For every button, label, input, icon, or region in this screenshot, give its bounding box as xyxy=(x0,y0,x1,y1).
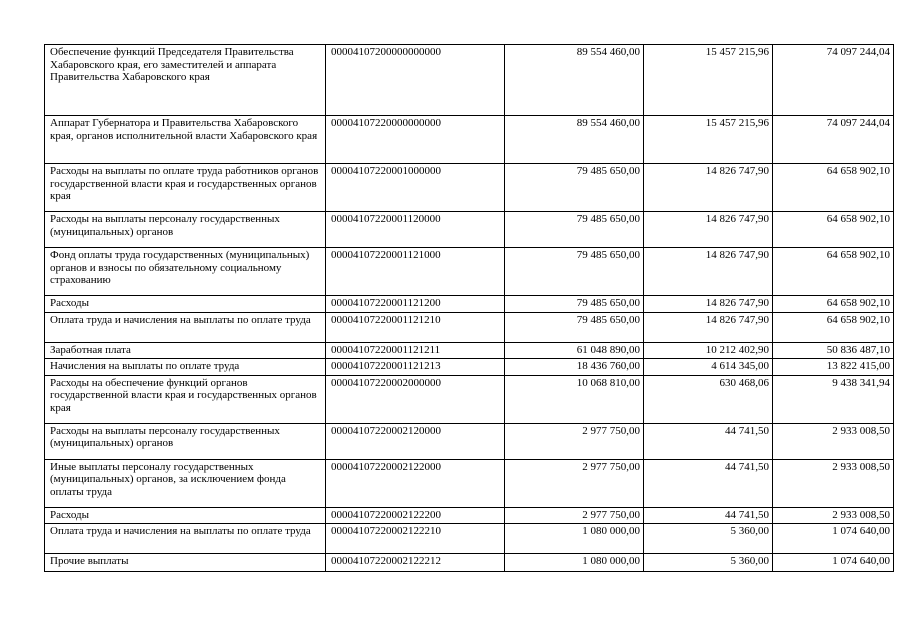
table-row xyxy=(45,248,894,296)
row-amount-approved-cell: 18 436 760,00 xyxy=(505,359,644,376)
row-amount-approved-cell: 61 048 890,00 xyxy=(505,342,644,359)
row-amount-approved-cell: 1 080 000,00 xyxy=(505,554,644,572)
row-amount-approved-cell: 89 554 460,00 xyxy=(505,45,644,116)
row-amount-remaining-cell: 64 658 902,10 xyxy=(773,248,894,296)
row-amount-approved-cell: 10 068 810,00 xyxy=(505,375,644,423)
row-amount-approved-cell: 79 485 650,00 xyxy=(505,248,644,296)
row-amount-remaining-cell: 9 438 341,94 xyxy=(773,375,894,423)
row-amount-executed-cell: 630 468,06 xyxy=(644,375,773,423)
row-name-cell: Фонд оплаты труда государственных (муниципальных) органов и взносы по обязательному социальному страхованию xyxy=(45,248,326,296)
row-name-cell: Иные выплаты персоналу государственных (муниципальных) органов, за исключением фонда оплаты труда xyxy=(45,459,326,507)
row-amount-executed-cell: 4 614 345,00 xyxy=(644,359,773,376)
row-amount-executed-cell: 5 360,00 xyxy=(644,524,773,554)
row-code-cell: 00004107220002000000 xyxy=(326,375,505,423)
row-amount-executed-cell: 10 212 402,90 xyxy=(644,342,773,359)
row-amount-approved-cell: 2 977 750,00 xyxy=(505,423,644,459)
row-amount-approved-cell: 79 485 650,00 xyxy=(505,164,644,212)
row-amount-remaining-cell: 64 658 902,10 xyxy=(773,164,894,212)
row-code-cell: 00004107200000000000 xyxy=(326,45,505,116)
row-amount-approved-cell: 79 485 650,00 xyxy=(505,296,644,313)
row-name-cell: Оплата труда и начисления на выплаты по оплате труда xyxy=(45,312,326,342)
row-amount-executed-cell: 44 741,50 xyxy=(644,459,773,507)
table-row xyxy=(45,524,894,554)
row-name-cell: Расходы на выплаты персоналу государственных (муниципальных) органов xyxy=(45,423,326,459)
row-amount-executed-cell: 44 741,50 xyxy=(644,507,773,524)
row-amount-remaining-cell: 74 097 244,04 xyxy=(773,45,894,116)
row-amount-approved-cell: 79 485 650,00 xyxy=(505,312,644,342)
row-name-cell: Обеспечение функций Председателя Правительства Хабаровского края, его заместителей и аппарата Правительства Хабаровского края xyxy=(45,45,326,116)
row-amount-remaining-cell: 1 074 640,00 xyxy=(773,524,894,554)
row-code-cell: 00004107220001121211 xyxy=(326,342,505,359)
row-name-cell: Расходы xyxy=(45,296,326,313)
row-code-cell: 00004107220001121000 xyxy=(326,248,505,296)
row-code-cell: 00004107220001120000 xyxy=(326,212,505,248)
table-row xyxy=(45,375,894,423)
table-row xyxy=(45,45,894,116)
row-code-cell: 00004107220002122210 xyxy=(326,524,505,554)
row-amount-remaining-cell: 13 822 415,00 xyxy=(773,359,894,376)
row-amount-executed-cell: 15 457 215,96 xyxy=(644,116,773,164)
row-code-cell: 00004107220002122200 xyxy=(326,507,505,524)
row-amount-approved-cell: 2 977 750,00 xyxy=(505,459,644,507)
row-amount-executed-cell: 44 741,50 xyxy=(644,423,773,459)
row-name-cell: Расходы xyxy=(45,507,326,524)
row-amount-executed-cell: 14 826 747,90 xyxy=(644,164,773,212)
row-code-cell: 00004107220001000000 xyxy=(326,164,505,212)
row-amount-approved-cell: 89 554 460,00 xyxy=(505,116,644,164)
row-code-cell: 00004107220002122000 xyxy=(326,459,505,507)
row-amount-executed-cell: 14 826 747,90 xyxy=(644,312,773,342)
row-amount-approved-cell: 1 080 000,00 xyxy=(505,524,644,554)
row-amount-remaining-cell: 2 933 008,50 xyxy=(773,423,894,459)
row-name-cell: Аппарат Губернатора и Правительства Хабаровского края, органов исполнительной власти Хабаровского края xyxy=(45,116,326,164)
row-amount-executed-cell: 5 360,00 xyxy=(644,554,773,572)
table-row xyxy=(45,312,894,342)
table-row xyxy=(45,342,894,359)
row-amount-remaining-cell: 64 658 902,10 xyxy=(773,312,894,342)
row-name-cell: Оплата труда и начисления на выплаты по оплате труда xyxy=(45,524,326,554)
row-code-cell: 00004107220001121210 xyxy=(326,312,505,342)
table-row xyxy=(45,164,894,212)
table-row xyxy=(45,459,894,507)
table-row xyxy=(45,359,894,376)
row-amount-executed-cell: 14 826 747,90 xyxy=(644,296,773,313)
row-code-cell: 00004107220002122212 xyxy=(326,554,505,572)
table-row xyxy=(45,554,894,572)
row-name-cell: Заработная плата xyxy=(45,342,326,359)
row-amount-remaining-cell: 74 097 244,04 xyxy=(773,116,894,164)
row-code-cell: 00004107220001121213 xyxy=(326,359,505,376)
row-amount-executed-cell: 14 826 747,90 xyxy=(644,248,773,296)
row-amount-executed-cell: 14 826 747,90 xyxy=(644,212,773,248)
table-row xyxy=(45,116,894,164)
row-name-cell: Начисления на выплаты по оплате труда xyxy=(45,359,326,376)
row-name-cell: Расходы на обеспечение функций органов государственной власти края и государственных органов края xyxy=(45,375,326,423)
row-amount-remaining-cell: 1 074 640,00 xyxy=(773,554,894,572)
row-code-cell: 00004107220002120000 xyxy=(326,423,505,459)
row-code-cell: 00004107220000000000 xyxy=(326,116,505,164)
row-amount-approved-cell: 79 485 650,00 xyxy=(505,212,644,248)
budget-table xyxy=(44,44,894,572)
row-name-cell: Расходы на выплаты по оплате труда работников органов государственной власти края и государственных органов края xyxy=(45,164,326,212)
budget-table-body xyxy=(45,45,894,572)
row-amount-remaining-cell: 2 933 008,50 xyxy=(773,459,894,507)
row-amount-remaining-cell: 64 658 902,10 xyxy=(773,296,894,313)
table-row xyxy=(45,296,894,313)
table-row xyxy=(45,212,894,248)
row-code-cell: 00004107220001121200 xyxy=(326,296,505,313)
row-amount-executed-cell: 15 457 215,96 xyxy=(644,45,773,116)
table-row xyxy=(45,423,894,459)
row-amount-remaining-cell: 50 836 487,10 xyxy=(773,342,894,359)
row-amount-remaining-cell: 2 933 008,50 xyxy=(773,507,894,524)
row-name-cell: Прочие выплаты xyxy=(45,554,326,572)
row-name-cell: Расходы на выплаты персоналу государственных (муниципальных) органов xyxy=(45,212,326,248)
row-amount-remaining-cell: 64 658 902,10 xyxy=(773,212,894,248)
table-row xyxy=(45,507,894,524)
row-amount-approved-cell: 2 977 750,00 xyxy=(505,507,644,524)
